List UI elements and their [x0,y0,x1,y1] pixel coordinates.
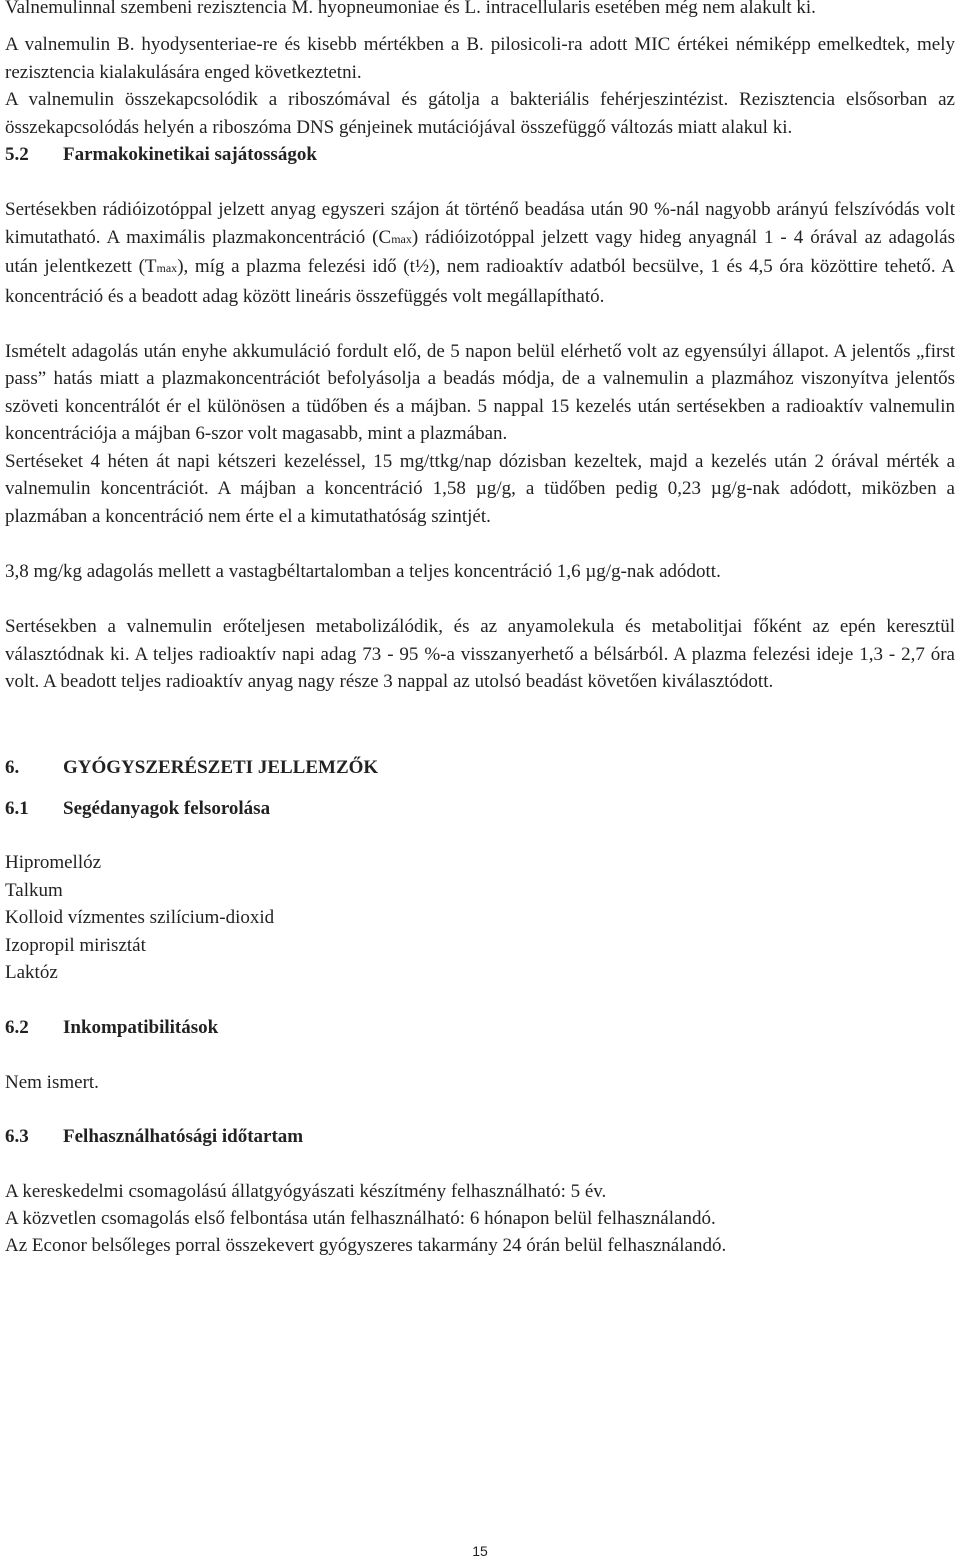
list-item: Laktóz [5,961,58,983]
intro-paragraph-2 [5,31,955,86]
pk-paragraph-2 [5,338,955,448]
pk-paragraph-5 [5,613,955,695]
pk-p3-text: Sertéseket 4 héten át napi kétszeri kezeléssel, 15 mg/ttkg/nap dózisban kezeltek, majd a kezelés után 2 órával mérték a valnemulin koncentrációt. A májban a koncentráció 1,58 µg/g, a tüdőben pedig 0,23 µg/g-nak adódott, miközben a plazmában a koncentráció nem érte el a kimutathatóság szintjét. [5,450,955,527]
shelf-life-line: A közvetlen csomagolás első felbontása után felhasználható: 6 hónapon belül felhasználandó. [5,1208,716,1229]
shelf-life-line: A kereskedelmi csomagolású állatgyógyászati készítmény felhasználható: 5 év. [5,1180,607,1202]
pk-p1c: ), míg a plazma felezési idő (t½), nem radioaktív adatból becsülve, 1 és 4,5 óra közöttire tehető. A koncentráció és a beadott adag között lineáris összefüggés volt megállapítható. [5,256,955,307]
pk-p1a: Sertésekben rádióizotóppal jelzett anyag egyszeri szájon át történő beadása után 90 %-nál nagyobb arányú felszívódás volt kimutatható. A maximális plazmakoncentráció (C [5,199,955,248]
excipient-list [5,849,955,986]
section-5-2-title: Farmakokinetikai sajátosságok [63,144,317,166]
list-item: Hipromellóz [5,852,102,874]
page-number: 15 [472,1543,488,1559]
pk-paragraph-3 [5,448,955,530]
cmax-subscript: max [391,231,412,246]
shelf-life-lines [5,1178,955,1260]
section-6-heading [5,754,955,781]
document-page [5,0,955,1260]
pk-p2-text: Ismételt adagolás után enyhe akkumuláció fordult elő, de 5 napon belül elérhető volt az egyensúlyi állapot. A jelentős „first pass” hatás miatt a plazmakoncentrációt befolyásolja a beadás módja, de a valnemulin a plazmához viszonyítva jelentős szöveti koncentrálót ér el különösen a tüdőben és a májban. 5 nappal 15 kezelés után sertésekben a radioaktív valnemulin koncentrációja a májban 6-szor volt magasabb, mint a plazmában. [5,341,955,445]
section-6-2-number: 6.2 [5,1017,29,1039]
section-5-2-number: 5.2 [5,144,29,166]
section-6-1-number: 6.1 [5,797,29,819]
intro-p1-text: Valnemulinnal szembeni rezisztencia M. hyopneumoniae és L. intracellularis esetében még nem alakult ki. [5,0,816,18]
section-6-2-title: Inkompatibilitások [63,1017,219,1039]
section-6-number: 6. [5,756,20,778]
pk-p1b: ) rádióizotóppal jelzett vagy hideg anyagnál 1 - 4 órával az adagolás után jelentkezett (T [5,226,955,278]
incompatibility-text: Nem ismert. [5,1071,99,1093]
pk-paragraph-1 [5,196,955,310]
section-6-3-heading [5,1123,955,1150]
list-item: Kolloid vízmentes szilícium-dioxid [5,907,275,929]
tmax-subscript: max [156,261,178,276]
pk-paragraph-4 [5,558,955,585]
pk-p5-text: Sertésekben a valnemulin erőteljesen metabolizálódik, és az anyamolekula és metabolitjai főként az epén keresztül választódnak ki. A teljes radioaktív napi adag 73 - 95 %-a visszanyerhető a bélsárból. A plazma felezési ideje 1,3 - 2,7 óra volt. A beadott teljes radioaktív anyag nagy része 3 nappal az utolsó beadást követően kiválasztódott. [5,616,955,693]
section-6-1-title: Segédanyagok felsorolása [63,797,271,819]
section-6-2-heading [5,1014,955,1041]
section-5-2-heading [5,141,955,168]
shelf-life-line: Az Econor belsőleges porral összekevert gyógyszeres takarmány 24 órán belül felhasználandó. [5,1235,727,1257]
section-6-3-number: 6.3 [5,1126,29,1148]
intro-p3-text: A valnemulin összekapcsolódik a riboszómával és gátolja a bakteriális fehérjeszintézist. Rezisztencia elsősorban az összekapcsolódás helyén a riboszóma DNS génjeinek mutációjával összefüggő változás miatt alakul ki. [5,89,955,138]
intro-paragraph-3 [5,86,955,141]
section-6-title: GYÓGYSZERÉSZETI JELLEMZŐK [63,756,379,778]
pk-p4-text: 3,8 mg/kg adagolás mellett a vastagbéltartalomban a teljes koncentráció 1,6 µg/g-nak adódott. [5,560,721,582]
intro-paragraph-1 [5,0,955,21]
list-item: Izopropil mirisztát [5,934,146,956]
intro-p2-text: A valnemulin B. hyodysenteriae-re és kisebb mértékben a B. pilosicoli-ra adott MIC értékei némiképp emelkedtek, mely rezisztencia kialakulására enged következtetni. [5,34,955,83]
section-6-1-heading [5,795,955,822]
section-6-3-title: Felhasználhatósági időtartam [63,1126,304,1148]
list-item: Talkum [5,879,63,901]
